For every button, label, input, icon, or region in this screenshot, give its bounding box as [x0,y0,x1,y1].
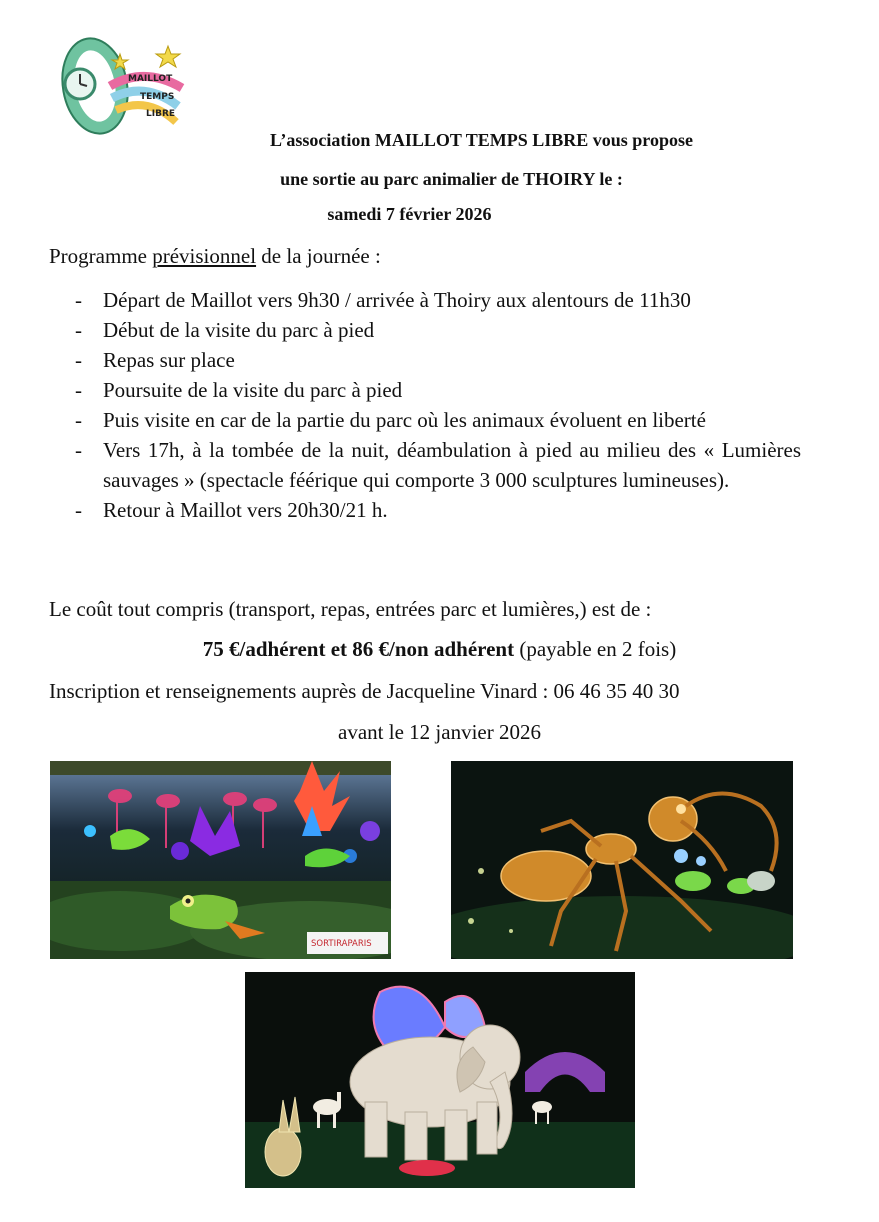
program-item-text: Début de la visite du parc à pied [103,318,375,342]
list-item [49,285,801,315]
price-line [0,636,879,662]
program-item-text: Puis visite en car de la partie du parc où les animaux évoluent en liberté [103,408,706,432]
logo-text-temps: TEMPS [140,92,175,102]
list-item [49,435,801,495]
list-item [49,405,801,435]
header-line-association: L’association MAILLOT TEMPS LIBRE vous propose [270,130,693,150]
list-dash: - [75,438,82,462]
program-intro [49,243,381,269]
photo-flamingos-frog [50,761,391,959]
intro-text-after: de la journée : [256,244,381,268]
list-dash: - [75,378,82,402]
logo-text-maillot: MAILLOT [128,74,173,84]
program-list [49,285,801,525]
header-line-date: samedi 7 février 2026 [327,204,492,224]
header-line-outing: une sortie au parc animalier de THOIRY le : [280,169,623,189]
photo-winged-elephant [245,972,635,1188]
logo-text-libre: LIBRE [146,109,176,119]
photo-giant-ant [451,761,793,959]
program-item-text: Vers 17h, à la tombée de la nuit, déambulation à pied au milieu des « Lumières sauvages » (spectacle féérique qui comporte 3 000 sculptures lumineuses). [103,438,801,492]
list-dash: - [75,288,82,312]
intro-underlined-word: prévisionnel [152,244,257,268]
program-item-text: Poursuite de la visite du parc à pied [103,378,403,402]
list-item [49,495,801,525]
list-dash: - [75,498,82,522]
list-dash: - [75,318,82,342]
list-dash: - [75,408,82,432]
price-amounts: 75 €/adhérent et 86 €/non adhérent [202,637,515,661]
list-dash: - [75,348,82,372]
price-payment-note: (payable en 2 fois) [514,637,677,661]
photo-watermark: SORTIRAPARIS [311,939,372,949]
intro-text-before: Programme [49,244,153,268]
program-item-text: Repas sur place [103,348,235,372]
list-item [49,375,801,405]
contact-info: Inscription et renseignements auprès de Jacqueline Vinard : 06 46 35 40 30 [49,679,680,703]
maillot-temps-libre-logo [50,26,185,138]
list-item [49,315,801,345]
program-item-text: Départ de Maillot vers 9h30 / arrivée à Thoiry aux alentours de 11h30 [103,288,691,312]
cost-description: Le coût tout compris (transport, repas, entrées parc et lumières,) est de : [49,597,652,621]
program-item-text: Retour à Maillot vers 20h30/21 h. [103,498,388,522]
registration-deadline: avant le 12 janvier 2026 [338,720,541,744]
list-item [49,345,801,375]
